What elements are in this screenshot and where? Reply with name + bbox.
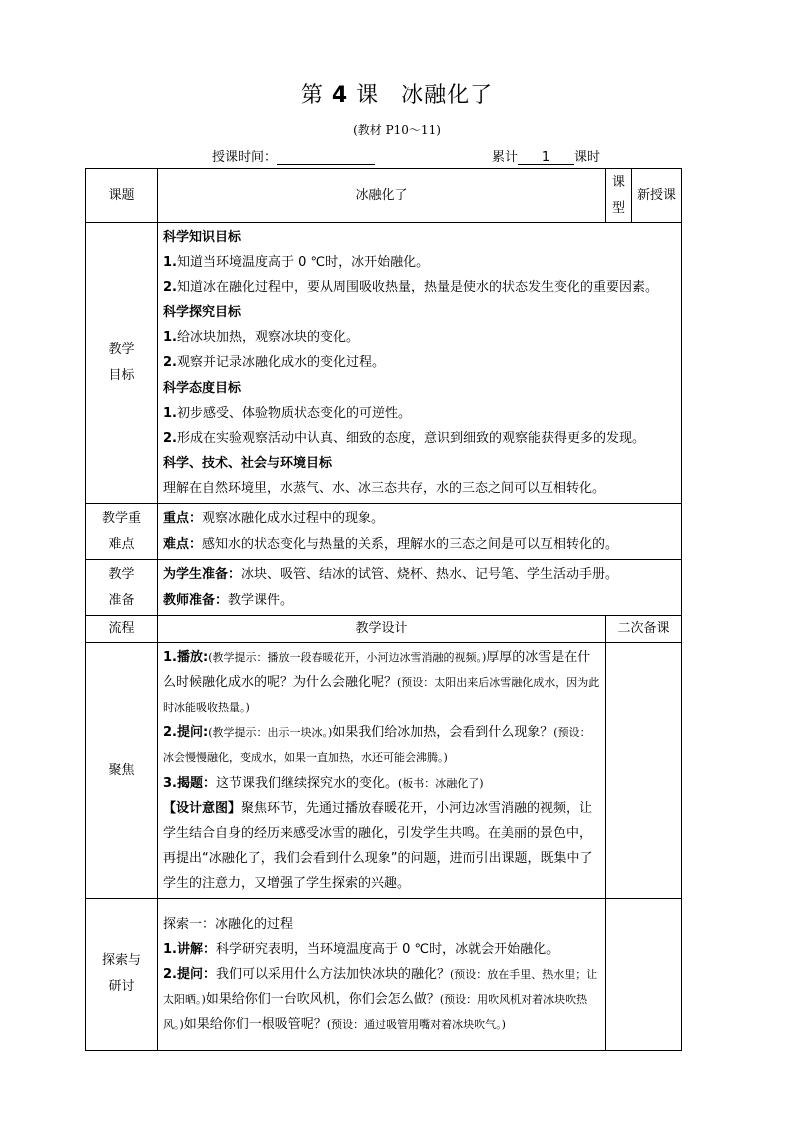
focus-secondary-prep: [606, 643, 682, 899]
title-name: 冰融化了: [401, 83, 494, 108]
teacher-prep: 教师准备：教学课件。: [163, 592, 294, 608]
class-time-blank: [277, 150, 375, 165]
goal-item: 2.观察并记录冰融化成水的变化过程。: [163, 355, 385, 371]
goal-item: 2.形成在实验观察活动中认真、细致的态度，意识到细致的观察能获得更多的发现。: [163, 430, 645, 446]
accum-unit: 课时: [574, 150, 601, 165]
key-points-label: 教学重难点: [86, 504, 158, 560]
goal-heading: 科学知识目标: [163, 230, 242, 245]
key-points-content: [158, 504, 682, 560]
flow-header: 流程: [86, 616, 158, 643]
key-points-row: [86, 504, 682, 560]
goal-item: 1.给冰块加热，观察冰块的变化。: [163, 330, 359, 346]
goal-heading: 科学、技术、社会与环境目标: [163, 455, 333, 471]
preparation-row: [86, 560, 682, 616]
class-time-label: 授课时间：: [212, 150, 278, 165]
goal-heading: 科学态度目标: [163, 380, 242, 396]
difficult-point: 难点：感知水的状态变化与热量的关系，理解水的三态之间是可以互相转化的。: [163, 536, 619, 552]
design-header: 教学设计: [158, 616, 606, 643]
accum-value: 1: [518, 150, 574, 165]
title-prefix: 第: [300, 83, 324, 108]
goals-row: [86, 223, 682, 504]
focus-step-3: 3.揭题：这节课我们继续探究水的变化。(板书：冰融化了): [163, 775, 484, 791]
lesson-plan-table: [85, 168, 682, 1051]
explore-secondary-prep: [606, 898, 682, 1050]
student-prep: 为学生准备：冰块、吸管、结冰的试管、烧杯、热水、记号笔、学生活动手册。: [163, 567, 619, 583]
goal-item: 理解在自然环境里，水蒸气、水、冰三态共存，水的三态之间可以互相转化。: [163, 480, 606, 496]
goals-label: 教学目标: [86, 223, 158, 504]
lesson-type-value: 新授课: [632, 169, 682, 223]
goal-heading: 科学探究目标: [163, 305, 242, 321]
goal-item: 1.知道当环境温度高于 0 ℃时，冰开始融化。: [163, 255, 430, 271]
title-suffix: 课: [356, 83, 380, 108]
focus-step-2: 2.提问:(教学提示：出示一块冰。)如果我们给冰加热，会看到什么现象？(预设：冰会慢慢融化，变成水，如果一直加热，水还可能会沸腾。): [163, 725, 591, 765]
lesson-title: [0, 78, 794, 109]
focus-row: [86, 643, 682, 899]
focus-label: 聚焦: [86, 643, 158, 899]
preparation-content: [158, 560, 682, 616]
explore-step-2: 2.提问：我们可以采用什么方法加快冰块的融化？(预设：放在手里、热水里；让太阳晒。)如果给你们一台吹风机，你们会怎么做？(预设：用吹风机对着冰块吹热风。)如果给你们一根吸管呢？(预设：通过吸管用嘴对着冰块吹气。): [163, 966, 598, 1033]
class-time: [212, 146, 375, 165]
explore-row: [86, 898, 682, 1050]
goal-item: 2.知道冰在融化过程中，要从周围吸收热量，热量是使水的状态发生变化的重要因素。: [163, 280, 658, 296]
accum-label: 累计: [492, 150, 519, 165]
goals-content: [158, 223, 682, 504]
explore-content: [158, 898, 606, 1050]
lesson-type-label: 课型: [606, 169, 632, 223]
flow-header-row: [86, 616, 682, 643]
focus-step-1: 1.播放:(教学提示：播放一段春暖花开，小河边冰雪消融的视频。)厚厚的冰雪是在什么时候融化成水的呢？为什么会融化呢？(预设：太阳出来后冰雪融化成水，因为此时冰能吸收热量。): [163, 650, 600, 715]
topic-row: [86, 169, 682, 223]
explore-heading: 探索一：冰融化的过程: [163, 916, 294, 932]
focus-content: [158, 643, 606, 899]
topic-label: 课题: [86, 169, 158, 223]
preparation-label: 教学准备: [86, 560, 158, 616]
key-point: 重点：观察冰融化成水过程中的现象。: [163, 511, 385, 527]
topic-value: 冰融化了: [158, 169, 606, 223]
design-intent: 【设计意图】聚焦环节，先通过播放春暖花开，小河边冰雪消融的视频，让学生结合自身的经历来感受冰雪的融化，引发学生共鸣。在美丽的景色中，再提出“冰融化了，我们会看到什么现象”的问题，进而引出课题，既集中了学生的注意力，又增强了学生探索的兴趣。: [163, 800, 593, 891]
explore-label: 探索与研讨: [86, 898, 158, 1050]
explore-step-1: 1.讲解：科学研究表明，当环境温度高于 0 ℃时，冰就会开始融化。: [163, 941, 560, 957]
textbook-pages: (教材 P10～11): [353, 123, 441, 137]
title-number: 4: [331, 83, 349, 108]
goal-item: 1.初步感受、体验物质状态变化的可逆性。: [163, 405, 411, 421]
secondary-prep-header: 二次备课: [606, 616, 682, 643]
accumulated-hours: [492, 146, 600, 165]
